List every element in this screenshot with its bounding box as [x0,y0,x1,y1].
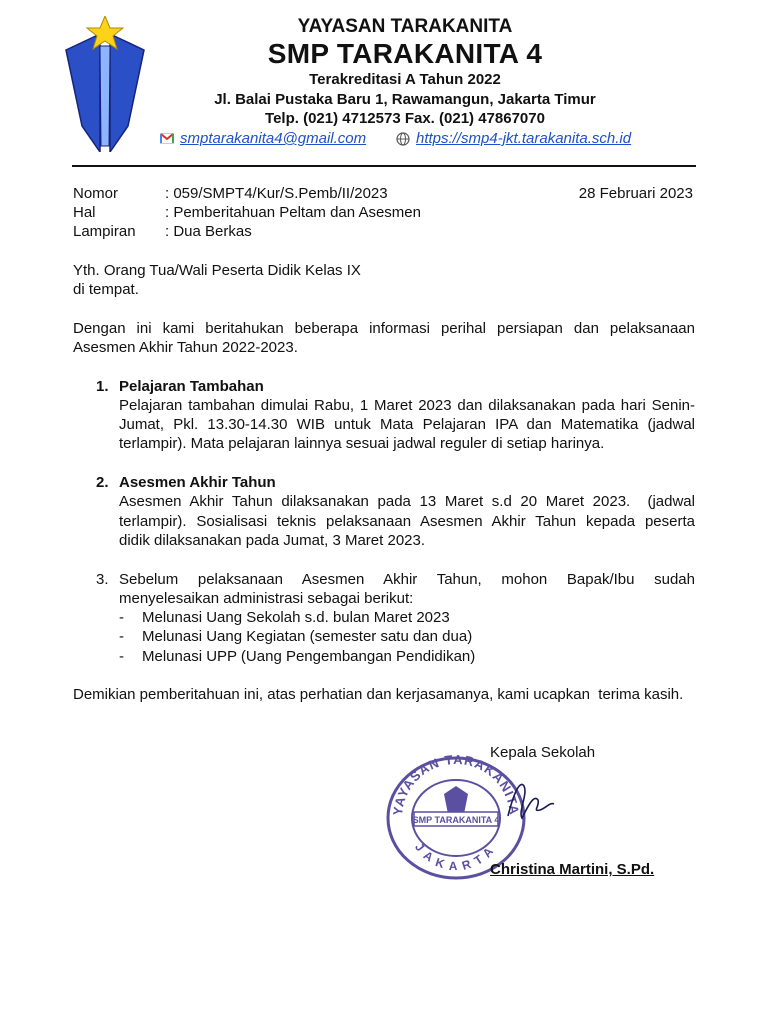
hal-value: : Pemberitahuan Peltam dan Asesmen [165,204,421,221]
item-1-number: 1. [96,378,109,395]
item-1-title: Pelajaran Tambahan [119,378,264,395]
item-3-number: 3. [96,571,109,588]
item-3-line-2: menyelesaikan administrasi sebagai berikut: [119,590,414,607]
item-2-line-1: Asesmen Akhir Tahun dilaksanakan pada 13 Maret s.d 20 Maret 2023. (jadwal [119,493,695,510]
item-1-line-1: Pelajaran tambahan dimulai Rabu, 1 Maret 2023 dan dilaksanakan pada hari Senin- [119,397,695,414]
school-address: Jl. Balai Pustaka Baru 1, Rawamangun, Jakarta Timur [214,91,596,108]
item-2-line-2: terlampir). Sosialisasi teknis pelaksanaan Asesmen Akhir Tahun kepada peserta [119,513,695,530]
bullet-mark: - [119,609,124,626]
item-3-line-1: Sebelum pelaksanaan Asesmen Akhir Tahun, mohon Bapak/Ibu sudah [119,571,695,588]
item-1-line-3: terlampir). Mata pelajaran lainnya sesuai jadwal reguler di setiap harinya. [119,435,605,452]
email-contact [160,130,366,147]
item-2-line-3: didik dilaksanakan pada Jumat, 3 Maret 2023. [119,532,426,549]
stamp-text-center: SMP TARAKANITA 4 [412,815,500,825]
school-name: SMP TARAKANITA 4 [267,38,543,69]
header-divider [72,165,696,167]
recipient-line-2: di tempat. [73,281,139,298]
item-2-number: 2. [96,474,109,491]
lampiran-label: Lampiran [73,223,136,240]
gmail-icon [160,133,174,144]
accreditation: Terakreditasi A Tahun 2022 [309,71,501,88]
intro-line-2: Asesmen Akhir Tahun 2022-2023. [73,339,298,356]
foundation-name: YAYASAN TARAKANITA [297,16,513,37]
handwritten-signature [500,772,560,832]
item-2-title: Asesmen Akhir Tahun [119,474,276,491]
bullet-item-1: Melunasi Uang Sekolah s.d. bulan Maret 2023 [142,609,450,626]
school-logo [62,16,148,152]
nomor-label: Nomor [73,185,119,202]
nomor-value: : 059/SMPT4/Kur/S.Pemb/II/2023 [165,185,388,202]
closing-paragraph: Demikian pemberitahuan ini, atas perhatian dan kerjasamanya, kami ucapkan terima kasih. [73,686,684,703]
email-link[interactable]: smptarakanita4@gmail.com [180,130,367,147]
bullet-item-2: Melunasi Uang Kegiatan (semester satu dan dua) [142,628,473,645]
bullet-mark: - [119,648,124,665]
globe-icon [396,132,410,146]
bullet-mark: - [119,628,124,645]
signer-role: Kepala Sekolah [490,744,596,761]
website-contact [396,130,631,147]
intro-line-1: Dengan ini kami beritahukan beberapa informasi perihal persiapan dan pelaksanaan [73,320,695,337]
hal-label: Hal [73,204,96,221]
bullet-item-3: Melunasi UPP (Uang Pengembangan Pendidikan) [142,648,476,665]
website-link[interactable]: https://smp4-jkt.tarakanita.sch.id [416,130,632,147]
stamp-text-top: YAYASAN TARAKANITA [389,752,523,817]
letter-date: 28 Februari 2023 [578,185,693,202]
stamp-text-bottom: JAKARTA [412,840,500,874]
recipient-line-1: Yth. Orang Tua/Wali Peserta Didik Kelas IX [73,262,361,279]
lampiran-value: : Dua Berkas [165,223,252,240]
school-phone: Telp. (021) 4712573 Fax. (021) 47867070 [265,110,545,127]
signer-name: Christina Martini, S.Pd. [490,861,655,878]
item-1-line-2: Jumat, Pkl. 13.30-14.30 WIB untuk Mata Pelajaran IPA dan Matematika (jadwal [119,416,695,433]
